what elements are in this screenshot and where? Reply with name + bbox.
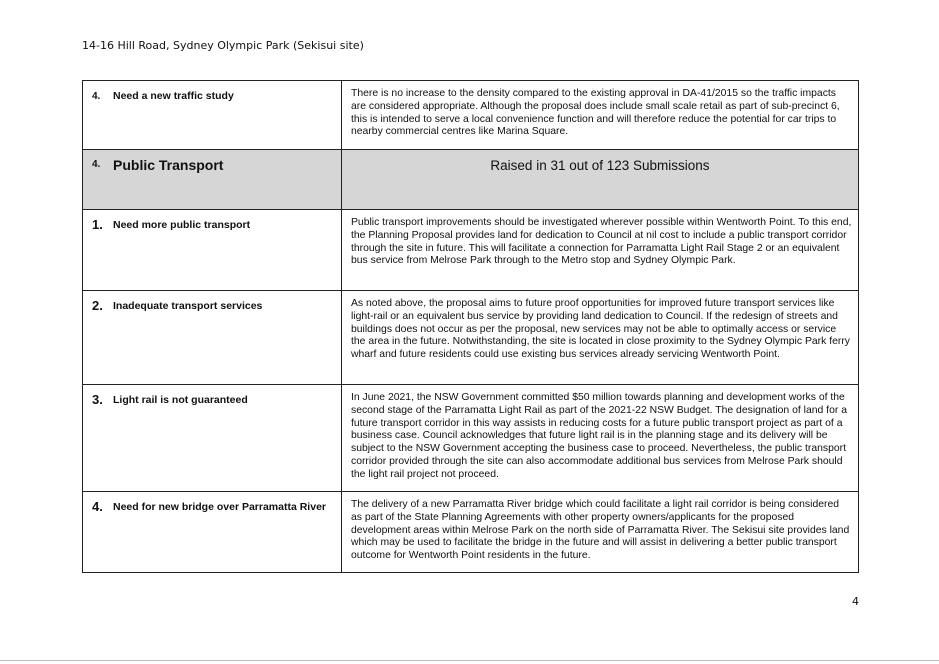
section-number: 4. [92,159,101,170]
issue-number: 4. [92,499,103,514]
issue-title: Light rail is not guaranteed [113,394,248,406]
issue-cell [83,291,342,385]
response-cell [342,385,859,492]
table-row [83,81,859,150]
issue-title: Need more public transport [113,219,251,231]
issue-number: 2. [92,298,103,313]
issue-title: Need a new traffic study [113,90,234,102]
issue-number: 4. [92,91,101,102]
response-text: The delivery of a new Parramatta River bridge which could facilitate a light rail corridor is being considered as part of the State Planning Agreements with other property owners/applicants for the proposed development areas within Melrose Park on the north side of Parramatta River. The Sekisui site provides land which may be used to facilitate the bridge in the future and will assist in delivering a better public transport outcome for Wentworth Point residents in the future. [351,499,850,562]
table-row [83,210,859,291]
issue-cell [83,210,342,291]
table-row [83,291,859,385]
document-header: 14-16 Hill Road, Sydney Olympic Park (Sekisui site) [82,39,364,52]
section-count-cell [342,150,859,210]
response-text: There is no increase to the density compared to the existing approval in DA-41/2015 so the traffic impacts are considered appropriate. Although the proposal does include small scale retail as part of sub-precinct 6, this is intended to serve a local convenience function and will therefore reduce the potential for car trips to nearby commercial centres like Marina Square. [351,88,840,138]
issue-number: 1. [92,217,103,232]
table-row [83,492,859,573]
issue-cell [83,81,342,150]
response-text: As noted above, the proposal aims to future proof opportunities for improved future transport services like light-rail or an equivalent bus service by providing land dedication to Council. If the redesign of streets and buildings does not occur as per the proposal, new services may not be able to optimally access or service the area in the future. Notwithstanding, the site is located in close proximity to the Sydney Olympic Park ferry wharf and future residents could use existing bus services already servicing Wentworth Point. [351,298,850,361]
page-edge-divider [0,660,939,661]
submissions-table [82,80,859,573]
section-row [83,150,859,210]
response-cell [342,81,859,150]
response-text: Public transport improvements should be investigated wherever possible within Wentworth Point. To this end, the Planning Proposal provides land for dedication to Council at nil cost to include a public transport corridor through the site in future. This will facilitate a connection for Parramatta Light Rail Stage 2 or an equivalent bus service from Melrose Park through to the Metro stop and Sydney Olympic Park. [351,217,852,267]
issue-title: Need for new bridge over Parramatta River [113,501,326,513]
issue-cell [83,492,342,573]
issue-number: 3. [92,392,103,407]
response-text: In June 2021, the NSW Government committed $50 million towards planning and development works of the second stage of the Parramatta Light Rail as part of the 2021-22 NSW Budget. The designation of land for a future transport corridor in this way assists in reducing costs for a future public transport project as part of a business case. Council acknowledges that future light rail is in the planning stage and its delivery will be subject to the NSW Government accepting the business case to proceed. Nevertheless, the public transport corridor provided through the site can also accommodate additional bus services from Melrose Park should the light rail project not proceed. [351,392,847,480]
section-title-cell [83,150,342,210]
issue-cell [83,385,342,492]
section-title: Public Transport [113,157,224,173]
table-row [83,385,859,492]
response-cell [342,492,859,573]
issue-title: Inadequate transport services [113,300,263,312]
response-cell [342,210,859,291]
response-cell [342,291,859,385]
page-number: 4 [852,595,859,608]
submission-count: Raised in 31 out of 123 Submissions [490,158,710,173]
